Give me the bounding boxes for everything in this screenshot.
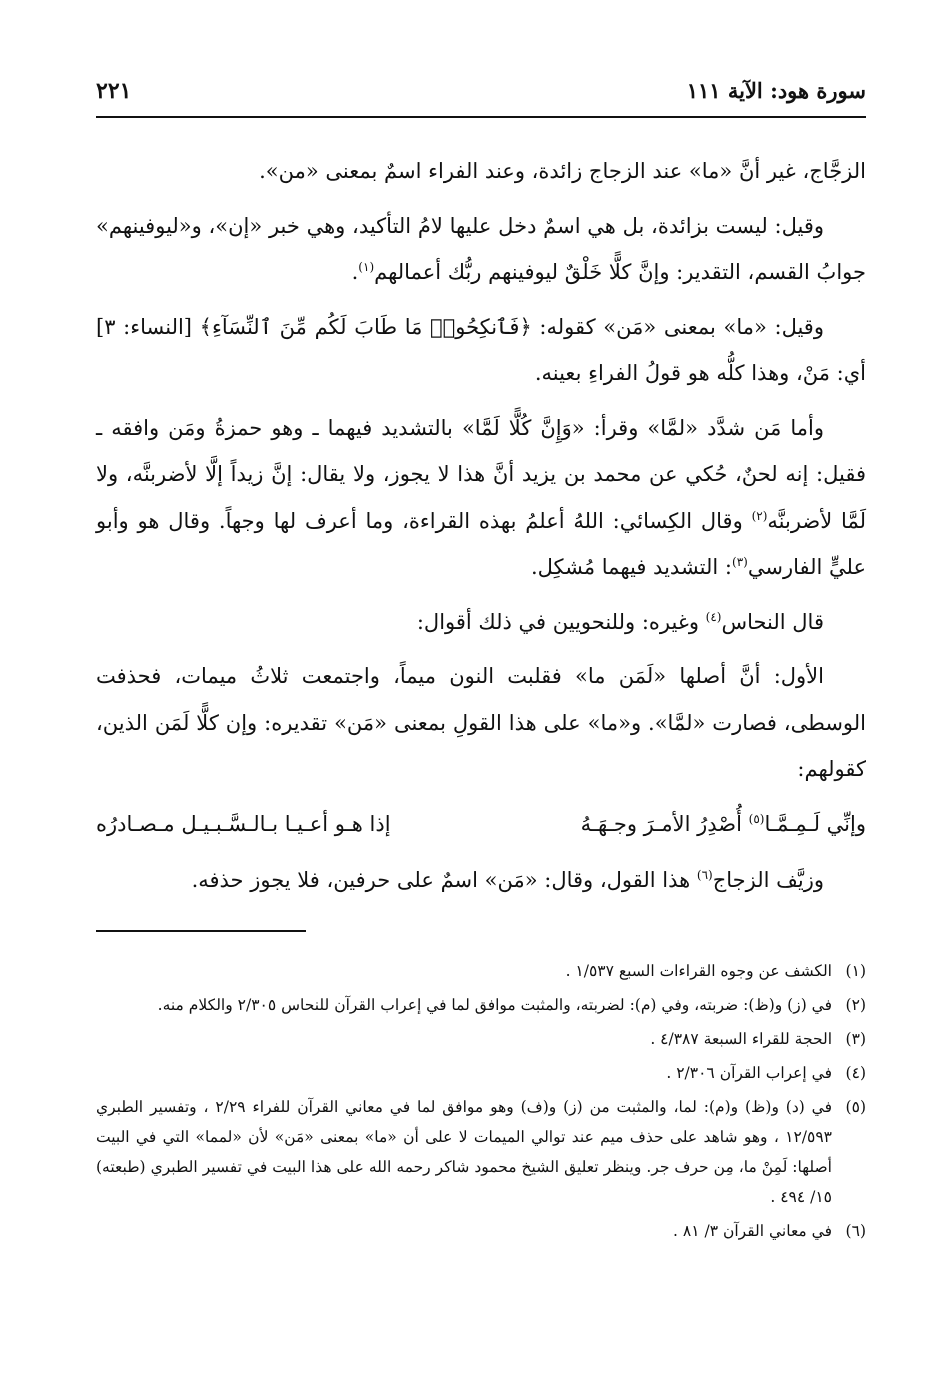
footnotes xyxy=(96,956,866,1250)
footnote-text: الكشف عن وجوه القراءات السبع ١/٥٣٧ . xyxy=(565,962,832,980)
closing-paragraph xyxy=(96,857,866,904)
footnote-ref: (٥) xyxy=(748,811,765,826)
poetry-verse xyxy=(96,801,866,848)
footnote-text: في معاني القرآن ٣/ ٨١ . xyxy=(673,1222,832,1240)
running-title: سورة هود: الآية ١١١ xyxy=(686,78,866,103)
footnote-ref: (٦) xyxy=(696,868,713,882)
footnote xyxy=(96,956,866,986)
page-header xyxy=(96,72,866,118)
paragraph-text: الأول: أنَّ أصلها «لَمَن ما» فقلبت النون ميماً، واجتمعت ثلاثُ ميمات، فحذفت الوسطى، فصارت «لمَّا». و«ما» على هذا القولِ بمعنى «مَن» تقديره: وإن كلًّا لَمَن الذين، كقولهم: xyxy=(96,664,866,781)
paragraph-text: وقيل: «ما» بمعنى «مَن» كقوله: ﴿فَٱنكِحُوا۟ مَا طَابَ لَكُم مِّنَ ٱلنِّسَآءِ﴾ [النساء: ٣] أي: مَنْ، وهذا كلُّه هو قولُ الفراءِ بعينه. xyxy=(96,314,866,385)
footnote xyxy=(96,1092,866,1212)
footnote-ref: (٢) xyxy=(751,508,768,523)
footnote xyxy=(96,1024,866,1054)
paragraph-text: الزجَّاج، غير أنَّ «ما» عند الزجاج زائدة، وعند الفراء اسمٌ بمعنى «من». xyxy=(259,159,866,183)
paragraph xyxy=(96,599,866,646)
book-page xyxy=(96,72,866,1332)
footnote-number: (٤) xyxy=(845,1064,866,1082)
footnote-ref: (٣) xyxy=(732,555,748,569)
paragraph xyxy=(96,148,866,195)
paragraph xyxy=(96,653,866,793)
footnote-text: في إعراب القرآن ٢/٣٠٦ . xyxy=(666,1064,832,1082)
paragraph xyxy=(96,203,866,296)
verse-second-hemistich: إذا هـو أعـيـا بـالـسَّـبـيـل مـصـادرُه xyxy=(96,811,391,836)
closing-end: هذا القول، وقال: «مَن» اسمٌ على حرفين، فلا يجوز حذفه. xyxy=(191,868,697,892)
paragraph xyxy=(96,304,866,397)
footnote-text: في (د) و(ظ) و(م): لما، والمثبت من (ز) و(ف) وهو موافق لما في معاني القرآن للفراء ٢/٢٩ ، وتفسير الطبري ١٢/٥٩٣ ، وهو شاهد على حذف ميم عند توالي الميمات لا على أن «ما» بمعنى «مَن» لأن «لمما» التي في البيت أصلها: لَمِنْ ما، مِن حرف جر. وينظر تعليق الشيخ محمود شاكر رحمه الله على هذا البيت في تفسير الطبري (طبعته) ١٥/ ٤٩٤ . xyxy=(96,1098,832,1206)
page-number: ٢٢١ xyxy=(96,78,132,104)
footnote-number: (١) xyxy=(845,962,866,980)
paragraphs xyxy=(96,148,866,793)
verse-first-end: أُصْدِرُ الأمـرَ وجـهَـهُ xyxy=(580,811,749,836)
footnote-number: (٢) xyxy=(845,996,866,1014)
footnote-text: الحجة للقراء السبعة ٤/٣٨٧ . xyxy=(650,1030,832,1048)
footnote-number: (٣) xyxy=(845,1030,866,1048)
footnote xyxy=(96,1216,866,1246)
paragraph-text: وقيل: ليست بزائدة، بل هي اسمٌ دخل عليها لامُ التأكيد، وهي خبر «إن»، و«ليوفينهم» جوابُ القسم، التقدير: وإنَّ كلًّا خَلْقٌ ليوفينهم ربُّك أعمالهم xyxy=(96,213,866,284)
paragraph xyxy=(96,405,866,591)
verse-first-hemistich xyxy=(581,801,866,848)
footnote-number: (٦) xyxy=(845,1222,866,1240)
footnote-text: في (ز) و(ظ): ضربته، وفي (م): لضربته، والمثبت موافق لما في إعراب القرآن للنحاس ٢/٣٠٥ والكلام منه. xyxy=(157,996,832,1014)
footnote-number: (٥) xyxy=(845,1098,866,1116)
footnote xyxy=(96,990,866,1020)
paragraph-text: . xyxy=(351,260,359,284)
paragraph-text: وأما مَن شدَّد «لمَّا» وقرأ: «وَإِنَّ كُلًّا لَمَّا» بالتشديد فيهما ـ وهو حمزةُ ومَن وافقه ـ فقيل: إنه لحنٌ، حُكي عن محمد بن يزيد أنَّ هذا لا يجوز، ولا يقال: إنَّ زيداً إلَّا لأضربنَّه، ولا لَمَّا لأضربنَّه xyxy=(96,415,866,533)
footnote-separator xyxy=(96,930,306,932)
paragraph-text: وغيره: وللنحويين في ذلك أقوال: xyxy=(416,609,706,634)
paragraph-text: قال النحاس xyxy=(721,609,824,634)
footnote-ref: (١) xyxy=(358,260,375,274)
footnote xyxy=(96,1058,866,1088)
verse-first-start: وإنِّي لَـمِـمَّـا xyxy=(764,811,866,836)
paragraph-text: : التشديد فيهما مُشكِل. xyxy=(530,555,733,579)
closing-start: وزيَّف الزجاج xyxy=(712,868,824,892)
main-text xyxy=(96,148,866,912)
footnote-ref: (٤) xyxy=(705,609,722,624)
paragraph-text: وقال الكِسائي: اللهُ أعلمُ بهذه القراءة، وما أعرف لها وجهاً. وقال هو وأبو عليٍّ الفارسي xyxy=(96,508,866,579)
